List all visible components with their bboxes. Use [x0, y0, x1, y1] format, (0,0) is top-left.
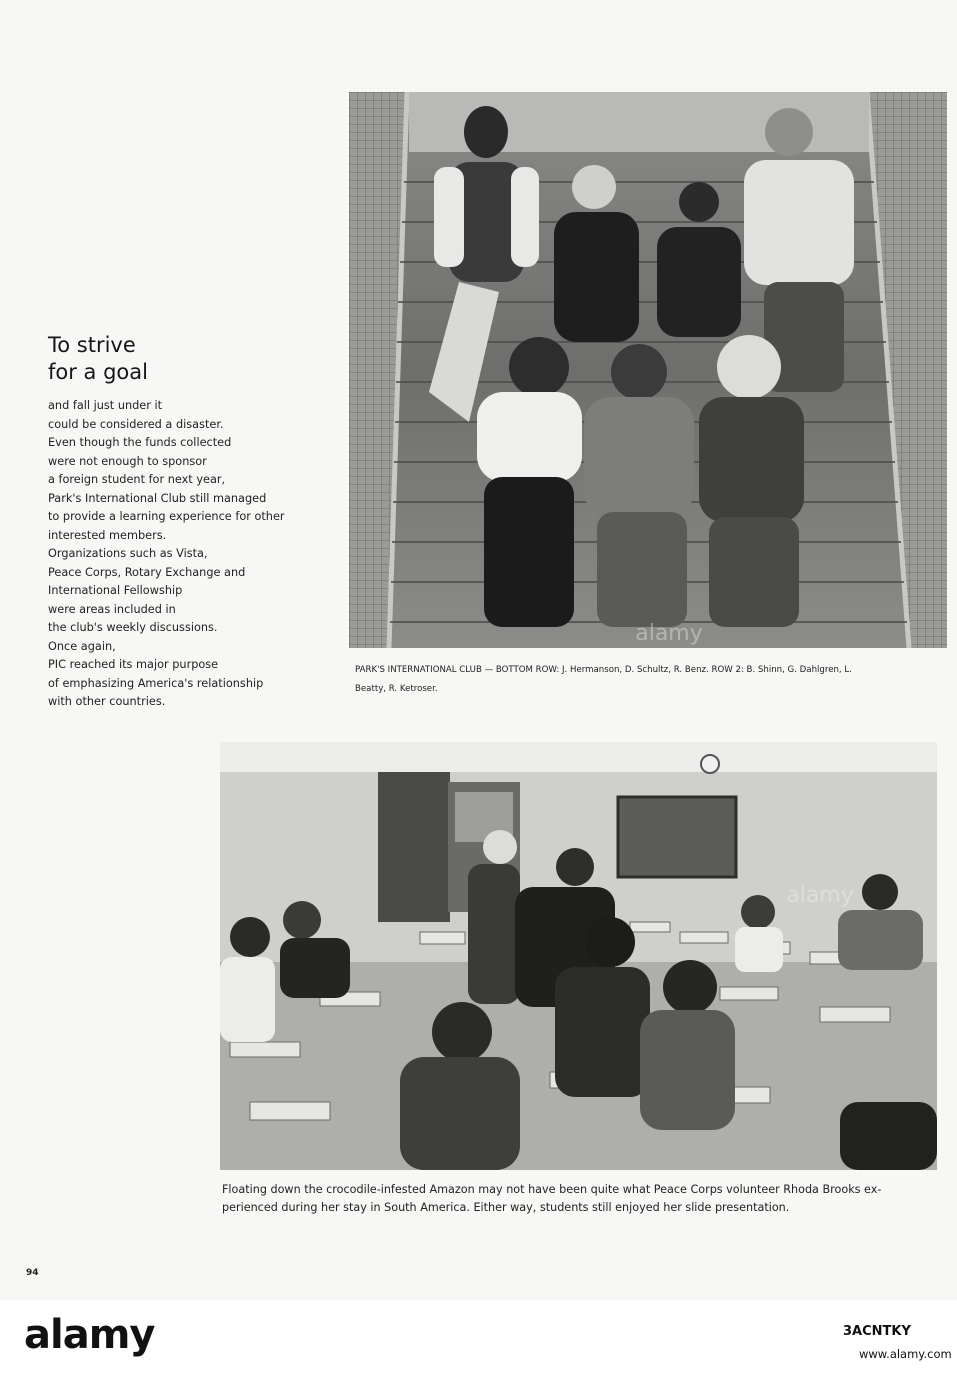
body-line: were areas included in [48, 602, 176, 616]
article-body [48, 397, 338, 712]
classroom-photo [220, 742, 937, 1170]
caption-line: perienced during her stay in South America. Either way, students still enjoyed her slide presentation. [222, 1201, 790, 1214]
body-line: a foreign student for next year, [48, 473, 226, 486]
headline [48, 332, 148, 386]
classroom-photo-illustration [220, 742, 937, 1170]
body-line: could be considered a disaster. [48, 417, 224, 431]
body-line: Once again, [48, 639, 116, 653]
body-line: interested members. [48, 528, 167, 542]
club-stairwell-photo [349, 92, 947, 648]
stock-site-url: www.alamy.com [859, 1347, 952, 1361]
headline-line: To strive [48, 333, 136, 357]
body-line: International Fellowship [48, 584, 183, 597]
svg-text:alamy: alamy [786, 883, 854, 908]
stock-image-id: 3ACNTKY [843, 1324, 911, 1339]
body-line: of emphasizing America's relationship [48, 676, 264, 690]
alamy-logo: alamy [24, 1312, 155, 1358]
body-line: the club's weekly discussions. [48, 621, 218, 634]
caption-line: Beatty, R. Ketroser. [355, 684, 438, 694]
body-line: with other countries. [48, 695, 166, 708]
svg-text:alamy: alamy [635, 621, 703, 646]
body-line: and fall just under it [48, 399, 163, 412]
body-line: were not enough to sponsor [48, 454, 207, 468]
body-line: Even though the funds collected [48, 436, 232, 449]
body-line: Peace Corps, Rotary Exchange and [48, 565, 246, 579]
caption-line: PARK'S INTERNATIONAL CLUB — BOTTOM ROW: J. Hermanson, D. Schultz, R. Benz. ROW 2: B. Shinn, G. Dahlgren, L. [355, 665, 852, 675]
body-line: PIC reached its major purpose [48, 658, 219, 671]
headline-line: for a goal [48, 360, 148, 384]
club-photo-caption [355, 661, 955, 699]
caption-line: Floating down the crocodile-infested Amazon may not have been quite what Peace Corps volunteer Rhoda Brooks ex- [222, 1183, 882, 1196]
stairwell-photo-illustration [349, 92, 947, 648]
page-number: 94 [26, 1268, 39, 1278]
body-line: Organizations such as Vista, [48, 547, 208, 560]
body-line: to provide a learning experience for other [48, 510, 285, 523]
classroom-photo-caption [222, 1181, 942, 1217]
body-line: Park's International Club still managed [48, 491, 267, 505]
